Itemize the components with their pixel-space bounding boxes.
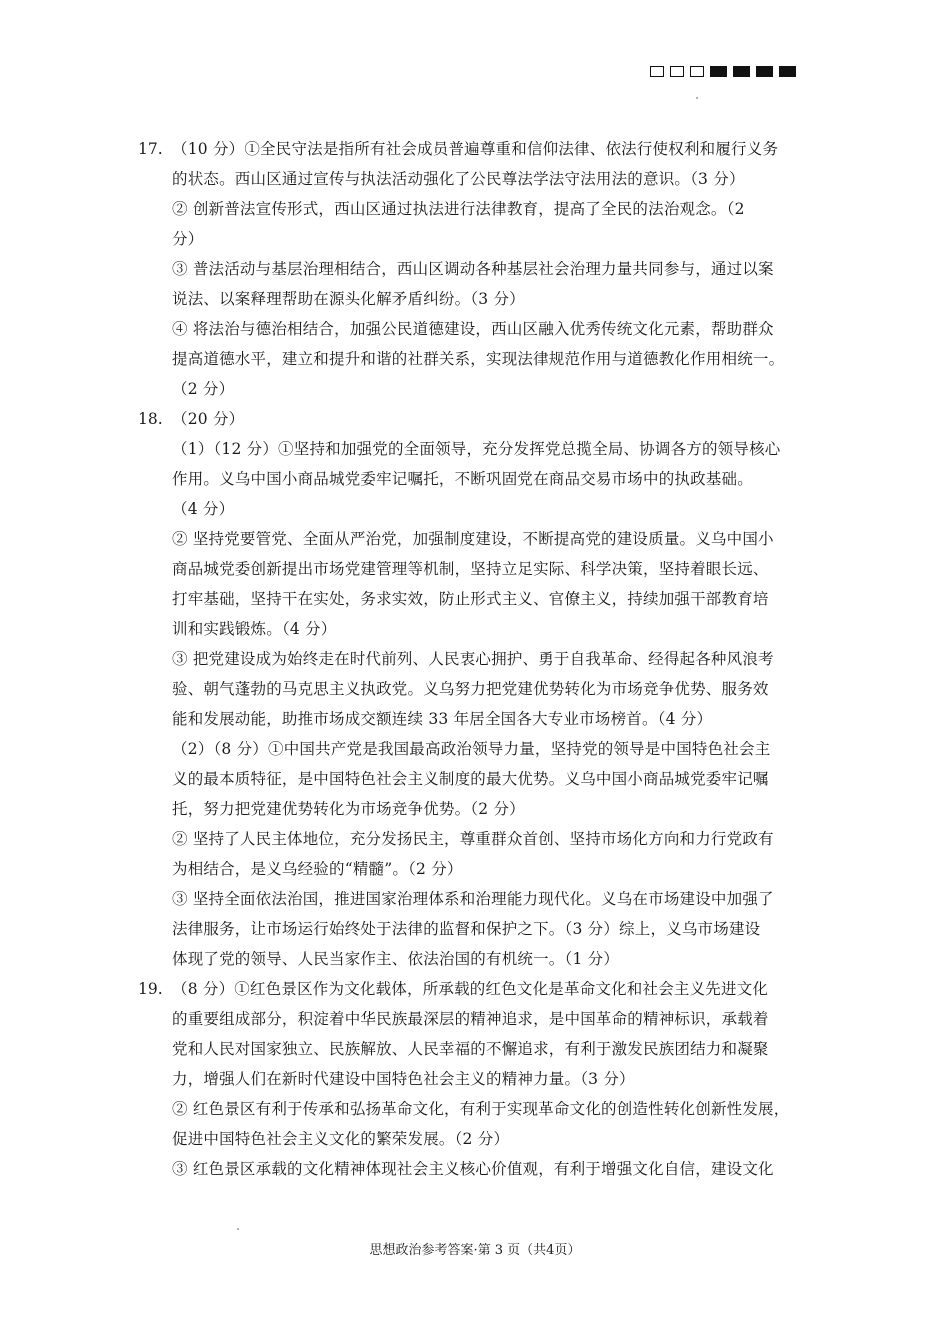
answer-content <box>138 134 828 1184</box>
answer-line: （2）（8 分）①中国共产党是我国最高政治领导力量，坚持党的领导是中国特色社会主 <box>172 740 771 758</box>
answer-line: 促进中国特色社会主义文化的繁荣发展。（2 分） <box>172 1130 510 1148</box>
question-number: 19. <box>138 980 163 998</box>
empty-square-mark <box>690 66 704 77</box>
header-marks <box>650 66 796 77</box>
answer-line: ② 创新普法宣传形式，西山区通过执法进行法律教育，提高了全民的法治观念。（2 <box>172 200 745 218</box>
answer-line: 体现了党的领导、人民当家作主、依法治国的有机统一。（1 分） <box>172 950 620 968</box>
answer-line: ④ 将法治与德治相结合，加强公民道德建设，西山区融入优秀传统文化元素，帮助群众 <box>172 320 774 338</box>
answer-line: ③ 坚持全面依法治国，推进国家治理体系和治理能力现代化。义乌在市场建设中加强了 <box>172 890 774 908</box>
answer-line: ③ 普法活动与基层治理相结合，西山区调动各种基层社会治理力量共同参与，通过以案 <box>172 260 774 278</box>
scan-dot <box>237 1228 239 1230</box>
answer-line: 托，努力把党建优势转化为市场竞争优势。（2 分） <box>172 800 525 818</box>
empty-square-mark <box>670 66 684 77</box>
answer-line: 训和实践锻炼。（4 分） <box>172 620 337 638</box>
question-18 <box>138 404 828 974</box>
answer-line: 作用。义乌中国小商品城党委牢记嘱托，不断巩固党在商品交易市场中的执政基础。 <box>172 470 753 488</box>
answer-line: 法律服务，让市场运行始终处于法律的监督和保护之下。（3 分）综上，义乌市场建设 <box>172 920 761 938</box>
answer-line: 为相结合，是义乌经验的“精髓”。（2 分） <box>172 860 463 878</box>
answer-line: （8 分）①红色景区作为文化载体，所承载的红色文化是革命文化和社会主义先进文化 <box>172 980 769 998</box>
answer-line: 商品城党委创新提出市场党建管理等机制，坚持立足实际、科学决策，坚持着眼长远、 <box>172 560 769 578</box>
answer-line: 能和发展动能，助推市场成交额连续 33 年居全国各大专业市场榜首。（4 分） <box>172 710 713 728</box>
answer-body <box>172 404 828 974</box>
answer-line: ② 红色景区有利于传承和弘扬革命文化，有利于实现革命文化的创造性转化创新性发展， <box>172 1100 790 1118</box>
answer-body <box>172 134 828 404</box>
filled-square-mark <box>756 66 773 77</box>
answer-line: 党和人民对国家独立、民族解放、人民幸福的不懈追求，有利于激发民族团结力和凝聚 <box>172 1040 769 1058</box>
answer-line: 说法、以案释理帮助在源头化解矛盾纠纷。（3 分） <box>172 290 525 308</box>
answer-line: ③ 红色景区承载的文化精神体现社会主义核心价值观，有利于增强文化自信，建设文化 <box>172 1160 774 1178</box>
scan-dot <box>696 97 698 99</box>
answer-line: 力，增强人们在新时代建设中国特色社会主义的精神力量。（3 分） <box>172 1070 635 1088</box>
answer-line: ② 坚持了人民主体地位，充分发扬民主，尊重群众首创、坚持市场化方向和力行党政有 <box>172 830 774 848</box>
answer-line: 验、朝气蓬勃的马克思主义执政党。义乌努力把党建优势转化为市场竞争优势、服务效 <box>172 680 769 698</box>
answer-body <box>172 974 828 1184</box>
answer-line: （1）（12 分）①坚持和加强党的全面领导，充分发挥党总揽全局、协调各方的领导核心 <box>172 440 781 458</box>
answer-line: 的重要组成部分，积淀着中华民族最深层的精神追求，是中国革命的精神标识，承载着 <box>172 1010 769 1028</box>
question-17 <box>138 134 828 404</box>
answer-line: 的状态。西山区通过宣传与执法活动强化了公民尊法学法守法用法的意识。（3 分） <box>172 170 745 188</box>
answer-line: 义的最本质特征，是中国特色社会主义制度的最大优势。义乌中国小商品城党委牢记嘱 <box>172 770 769 788</box>
filled-square-mark <box>710 66 727 77</box>
answer-line: 打牢基础，坚持干在实处，务求实效，防止形式主义、官僚主义，持续加强干部教育培 <box>172 590 769 608</box>
answer-line: ③ 把党建设成为始终走在时代前列、人民衷心拥护、勇于自我革命、经得起各种风浪考 <box>172 650 774 668</box>
question-19 <box>138 974 828 1184</box>
answer-line: 提高道德水平，建立和提升和谐的社群关系，实现法律规范作用与道德教化作用相统一。 <box>172 350 785 368</box>
filled-square-mark <box>733 66 750 77</box>
answer-line: （4 分） <box>172 500 235 518</box>
question-number: 18. <box>138 410 163 428</box>
filled-square-mark <box>779 66 796 77</box>
answer-line: （2 分） <box>172 380 235 398</box>
empty-square-mark <box>650 66 664 77</box>
answer-line: （10 分）①全民守法是指所有社会成员普遍尊重和信仰法律、依法行使权利和履行义务 <box>172 140 779 158</box>
answer-line: （20 分） <box>172 410 245 428</box>
question-number: 17. <box>138 140 163 158</box>
answer-line: ② 坚持党要管党、全面从严治党，加强制度建设，不断提高党的建设质量。义乌中国小 <box>172 530 774 548</box>
page-footer: 思想政治参考答案·第 3 页（共4页） <box>369 1243 581 1258</box>
answer-line: 分） <box>172 230 204 248</box>
